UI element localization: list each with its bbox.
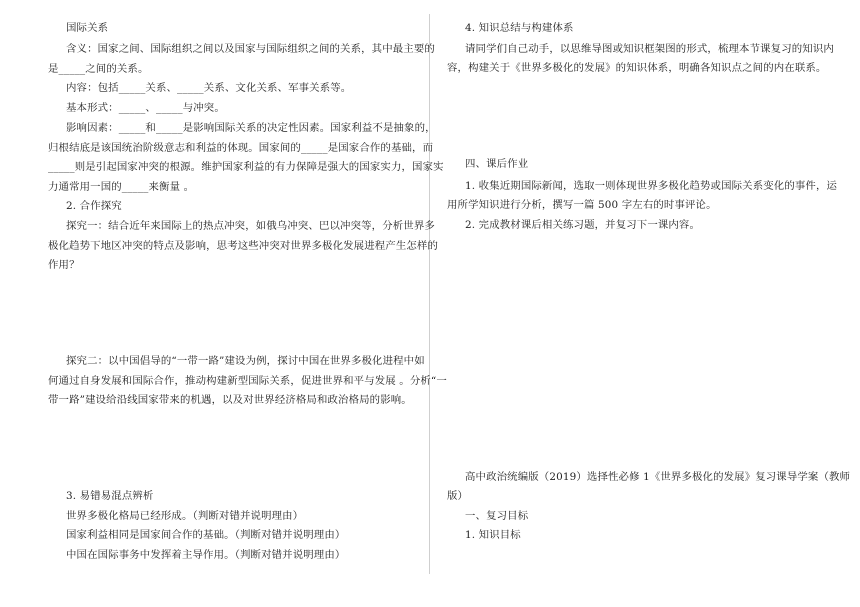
homework-heading: 四、课后作业	[465, 158, 529, 170]
document-title: 版）	[447, 490, 469, 502]
homework-item: 用所学知识进行分析，撰写一篇 500 字左右的时事评论。	[447, 199, 717, 211]
judge-item: 世界多极化格局已经形成。（判断对错并说明理由）	[66, 510, 304, 522]
review-heading: 一、复习目标	[465, 510, 529, 522]
explore1-line: 探究一：结合近年来国际上的热点冲突，如俄乌冲突、巴以冲突等，分析世界多	[66, 220, 435, 232]
explore1-line: 作用？	[48, 259, 80, 271]
summary-line: 请同学们自己动手，以思维导图或知识框架图的形式，梳理本节课复习的知识内	[465, 43, 834, 55]
explore2-line: 探究二：以中国倡导的“一带一路”建设为例，探讨中国在世界多极化进程中如	[66, 355, 425, 367]
homework-item: 1. 收集近期国际新闻，选取一则体现世界多极化趋势或国际关系变化的事件，运	[465, 180, 838, 192]
content-line: 内容：包括_____关系、_____关系、文化关系、军事关系等。	[66, 82, 352, 94]
explore2-line: 何通过自身发展和国际合作，推动构建新型国际关系，促进世界和平与发展 。分析“一	[48, 375, 447, 387]
cooperation-heading: 2. 合作探究	[66, 200, 122, 212]
forms-line: 基本形式：_____、_____与冲突。	[66, 102, 225, 114]
factors-line: 影响因素：_____和_____是影响国际关系的决定性因素。国家利益不是抽象的，	[66, 122, 436, 134]
homework-item: 2. 完成教材课后相关练习题，并复习下一课内容。	[465, 219, 701, 231]
definition-line: 是_____之间的关系。	[48, 63, 149, 75]
judge-item: 国家利益相同是国家间合作的基础。（判断对错并说明理由）	[66, 529, 346, 541]
section-title: 国际关系	[66, 22, 109, 34]
summary-line: 容，构建关于《世界多极化的发展》的知识体系，明确各知识点之间的内在联系。	[447, 62, 827, 74]
confusion-heading: 3. 易错易混点辨析	[66, 490, 154, 502]
knowledge-goal: 1. 知识目标	[465, 529, 521, 541]
document-title: 高中政治统编版（2019）选择性必修 1《世界多极化的发展》复习课导学案（教师	[465, 471, 851, 483]
definition-line: 含义：国家之间、国际组织之间以及国家与国际组织之间的关系，其中最主要的	[66, 43, 435, 55]
judge-item: 中国在国际事务中发挥着主导作用。（判断对错并说明理由）	[66, 549, 346, 561]
explore2-line: 带一路”建设给沿线国家带来的机遇，以及对世界经济格局和政治格局的影响。	[48, 394, 412, 406]
explore1-line: 极化趋势下地区冲突的特点及影响，思考这些冲突对世界多极化发展进程产生怎样的	[48, 240, 438, 252]
summary-heading: 4. 知识总结与构建体系	[465, 22, 574, 34]
column-divider	[429, 14, 430, 574]
factors-line: _____则是引起国家冲突的根源。维护国家利益的有力保障是强大的国家实力，国家实	[48, 161, 444, 173]
factors-line: 力通常用一国的_____来衡量 。	[48, 181, 195, 193]
factors-line: 归根结底是该国统治阶级意志和利益的体现。国家间的_____是国家合作的基础，而	[48, 142, 434, 154]
